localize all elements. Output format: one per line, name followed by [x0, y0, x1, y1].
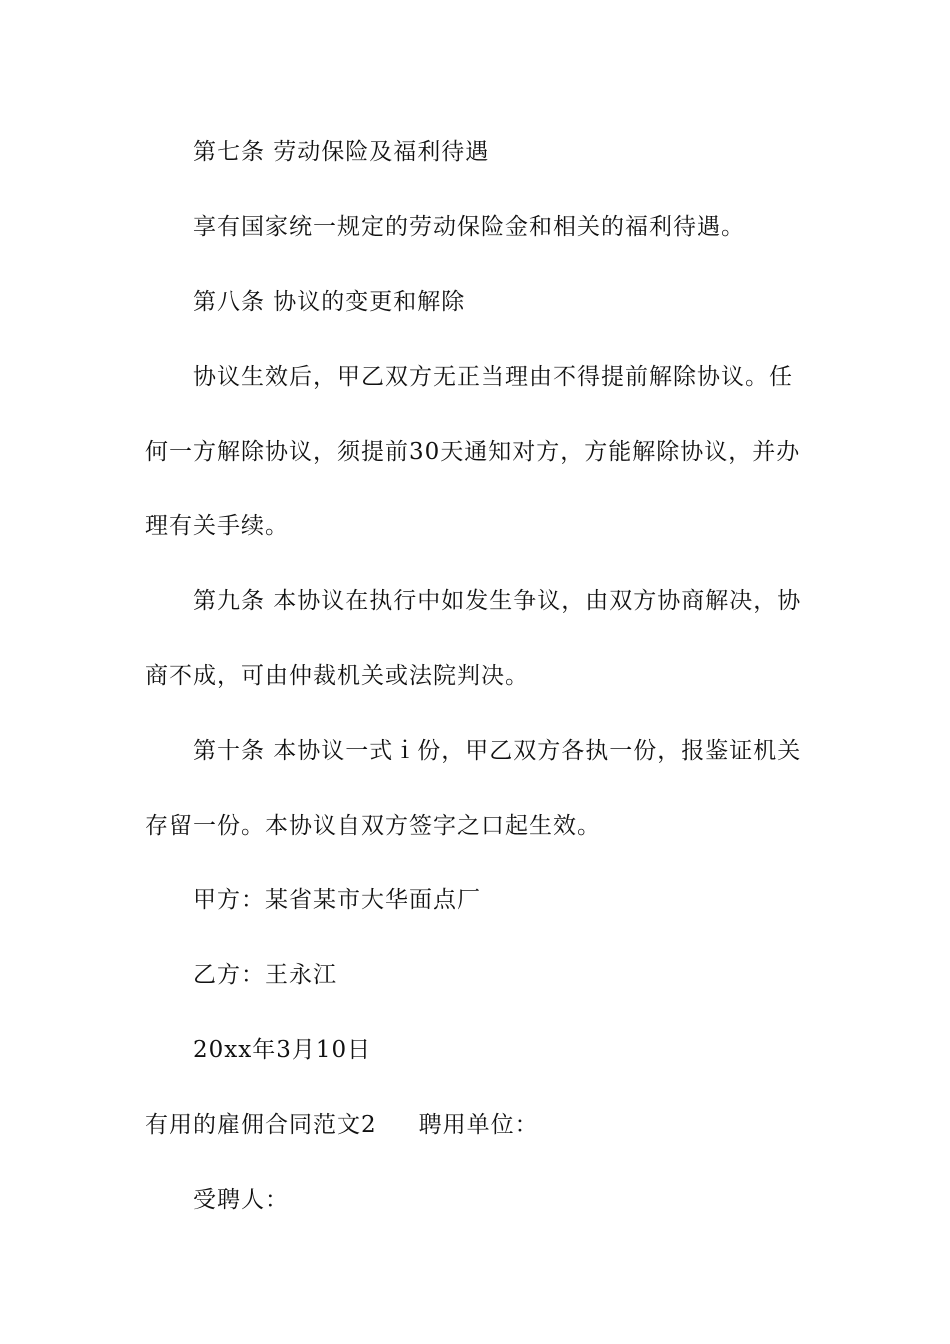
- party-a-line: 甲方：某省某市大华面点厂: [193, 887, 481, 913]
- next-contract-title: 有用的雇佣合同范文2: [145, 1112, 377, 1138]
- article-9-line-1: 第九条 本协议在执行中如发生争议，由双方协商解决，协: [193, 588, 802, 614]
- article-8-body-line-3: 理有关手续。: [145, 513, 289, 539]
- article-9-line-2: 商不成，可由仲裁机关或法院判决。: [145, 663, 529, 689]
- article-10-line-2: 存留一份。本协议自双方签字之口起生效。: [145, 813, 601, 839]
- article-7-title: 第七条 劳动保险及福利待遇: [193, 139, 490, 165]
- article-8-title: 第八条 协议的变更和解除: [193, 289, 466, 315]
- article-8-body-line-2: 何一方解除协议，须提前30天通知对方，方能解除协议，并办: [145, 439, 801, 465]
- employee-label: 受聘人：: [193, 1187, 289, 1213]
- next-contract-heading: [145, 1109, 539, 1141]
- article-7-body: 享有国家统一规定的劳动保险金和相关的福利待遇。: [193, 214, 745, 240]
- signing-date: 20xx年3月10日: [193, 1037, 372, 1063]
- employer-label: 聘用单位：: [418, 1112, 539, 1138]
- party-b-line: 乙方：王永江: [193, 962, 337, 988]
- article-10-line-1: 第十条 本协议一式ｉ份，甲乙双方各执一份，报鉴证机关: [193, 738, 802, 764]
- article-8-body-line-1: 协议生效后，甲乙双方无正当理由不得提前解除协议。任: [193, 364, 793, 390]
